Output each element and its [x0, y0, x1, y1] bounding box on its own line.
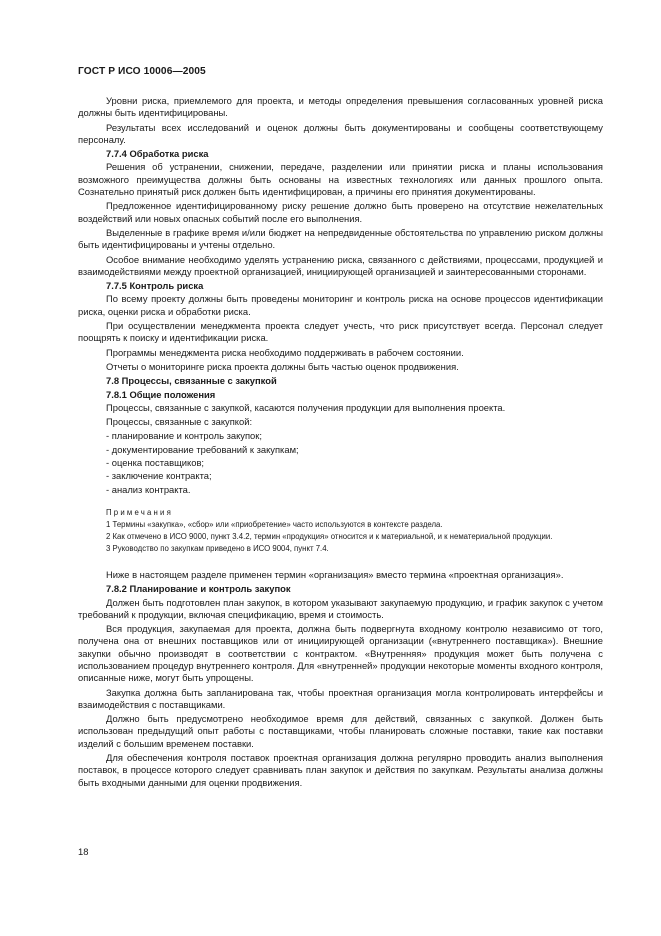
page-number: 18: [78, 846, 89, 857]
paragraph: При осуществлении менеджмента проекта следует учесть, что риск присутствует всегда. Персонал следует поощрять к поиску и идентификации риска.: [78, 320, 603, 344]
list-item: - оценка поставщиков;: [106, 457, 205, 469]
note-item: 1 Термины «закупка», «сбор» или «приобретение» часто используются в контексте раздела.: [106, 519, 443, 529]
paragraph: Закупка должна быть запланирована так, чтобы проектная организация могла контролировать интерфейсы и взаимодействия с поставщиками.: [78, 686, 603, 710]
document-body: [78, 95, 603, 791]
paragraph: Процессы, связанные с закупкой, касаются получения продукции для выполнения проекта.: [106, 401, 506, 413]
paragraph: Для обеспечения контроля поставок проектная организация должна регулярно проводить анализ выполнения поставок, в процессе которого следует сравнивать план закупок и действия по закупкам. Результаты анализа должны быть входными данными для оценки продвижения.: [78, 752, 603, 788]
paragraph: Результаты всех исследований и оценок должны быть документированы и сообщены соответствующему персоналу.: [78, 121, 603, 145]
paragraph: Программы менеджмента риска необходимо поддерживать в рабочем состоянии.: [106, 346, 464, 358]
paragraph: Должен быть подготовлен план закупок, в котором указывают закупаемую продукцию, и график закупок с учетом требований к продукции, включая спецификацию, время и стоимость.: [78, 596, 603, 620]
note-item: 3 Руководство по закупкам приведено в ИСО 9004, пункт 7.4.: [106, 543, 329, 553]
page-header: ГОСТ Р ИСО 10006—2005: [78, 66, 206, 77]
note-item: 2 Как отмечено в ИСО 9000, пункт 3.4.2, термин «продукция» относится и к материальной, и к нематериальной продукции.: [106, 531, 553, 541]
notes-title: Примечания: [106, 507, 174, 517]
paragraph: Выделенные в графике время и/или бюджет на непредвиденные обстоятельства по управлению риском должны быть идентифицированы и учтены отдельно.: [78, 226, 603, 251]
paragraph: Отчеты о мониторинге риска проекта должны быть частью оценок продвижения.: [106, 360, 459, 372]
paragraph: Предложенное идентифицированному риску решение должно быть проверено на отсутствие нежелательных воздействий или новых опасных событий после его выполнения.: [78, 200, 603, 224]
section-heading-7-8-1: 7.8.1 Общие положения: [106, 388, 216, 400]
paragraph: Уровни риска, приемлемого для проекта, и методы определения превышения согласованных уровней риска должны быть идентифицированы.: [78, 95, 603, 119]
list-item: - анализ контракта.: [106, 483, 191, 495]
paragraph: Вся продукция, закупаемая для проекта, должна быть подвергнута входному контролю независимо от того, получена она от внешних поставщиков или от инициирующей организации («внутреннего поставщика»). Внешние закупки обычно производят в соответствии с контрактом. «Внутренняя» продукция может быть получена с использованием процедур внутреннего контроля. Для «внутренней» продукции некоторые моменты входного контроля, описанные ниже, могут быть упрощены.: [78, 623, 603, 684]
section-heading-7-7-4: 7.7.4 Обработка риска: [106, 148, 209, 160]
list-item: - планирование и контроль закупок;: [106, 430, 262, 442]
paragraph: Процессы, связанные с закупкой:: [106, 416, 253, 428]
list-item: - документирование требований к закупкам;: [106, 443, 299, 455]
paragraph: По всему проекту должны быть проведены мониторинг и контроль риска на основе процессов идентификации риска, оценки риска и обработки риска.: [78, 293, 603, 317]
paragraph: Решения об устранении, снижении, передаче, разделении или принятии риска и планы использования возможного преимущества должны быть основаны на известных технологиях или данных прошлого опыта. Сознательно принятый риск должен быть идентифицирован, а причины его принятия документированы.: [78, 161, 603, 198]
section-heading-7-8-2: 7.8.2 Планирование и контроль закупок: [106, 583, 291, 595]
paragraph: Должно быть предусмотрено необходимое время для действий, связанных с закупкой. Должен быть использован предыдущий опыт работы с поставщиками, чтобы планировать сложные поставки, такие как поставки изделий с большим временем поставки.: [78, 713, 603, 749]
list-item: - заключение контракта;: [106, 470, 212, 482]
notes-block: [78, 508, 603, 554]
paragraph: Ниже в настоящем разделе применен термин «организация» вместо термина «проектная организация».: [106, 568, 564, 580]
section-heading-7-7-5: 7.7.5 Контроль риска: [106, 280, 204, 292]
paragraph: Особое внимание необходимо уделять устранению риска, связанного с действиями, процессами, продукцией и взаимодействиями между проектной организацией, инициирующей организацией и заинтересованными сторонами.: [78, 253, 603, 277]
section-heading-7-8: 7.8 Процессы, связанные с закупкой: [106, 375, 277, 387]
